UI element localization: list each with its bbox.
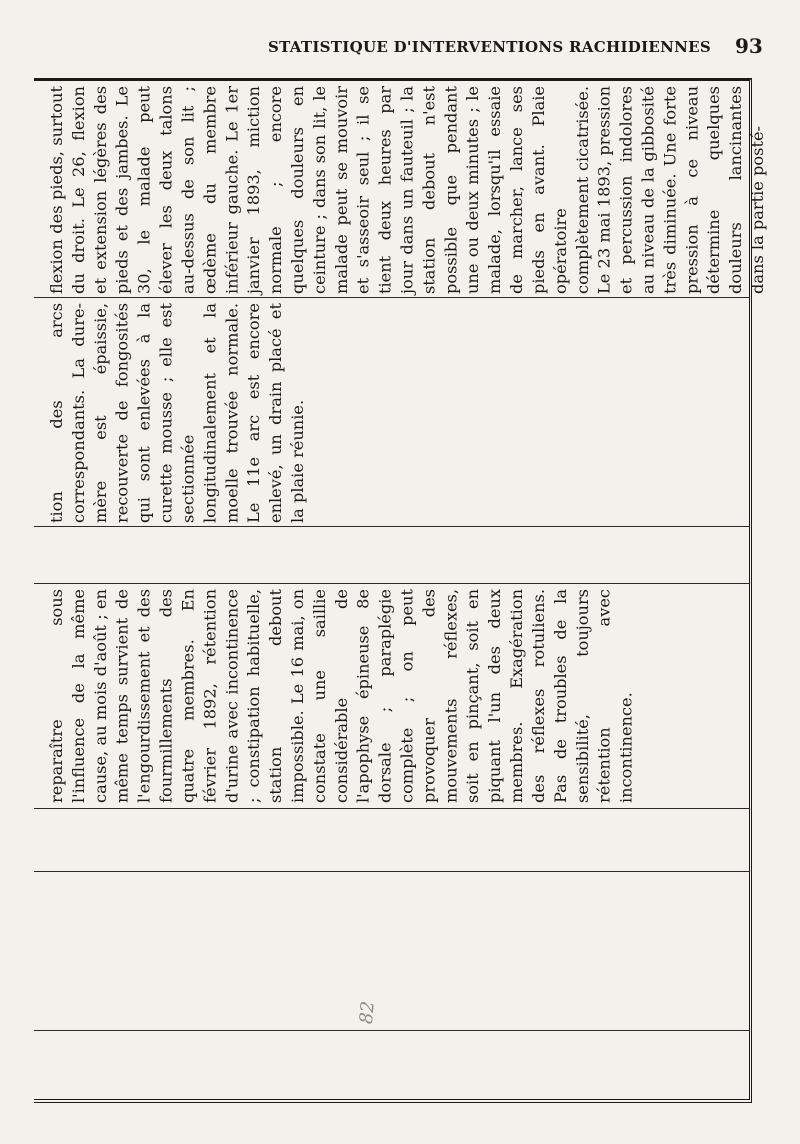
running-title: STATISTIQUE D'INTERVENTIONS RACHIDIENNES [268,38,712,56]
page-number: 93 [735,34,763,58]
operation-column [46,303,307,523]
operation-text: tion des arcs correspondants. La dure-mère est épaissie, recouverte de fongosités qui sont enlevées à la curette mousse ; elle est sectionnée longitudinalement et la moelle trouvée normale. Le 11e arc est encore enlevé, un drain placé et la plaie réunie. [47,303,307,523]
history-column [46,589,636,803]
page-header [0,28,800,68]
column-rule [34,297,749,298]
pencil-mark: 82 [355,1000,379,1025]
column-rule [34,871,749,872]
column-rule [34,526,749,527]
column-rule [34,1030,749,1031]
column-rule [34,808,749,809]
symptoms-text: flexion des pieds, surtout du droit. Le 26, flexion et extension légères des pieds et des jambes. Le 30, le malade peut élever les deux talons au-dessus de son lit ; œdème du membre inférieur gauche. Le 1er janvier 1893, miction normale ; encore quelques douleurs en ceinture ; dans son lit, le malade peut se mouvoir et s'asseoir seul ; il se tient deux heures par jour dans un fauteuil ; la station debout n'est possible que pendant une ou deux minutes ; le malade, lorsqu'il essaie de marcher, lance ses pieds en avant. Plaie opératoire complètement cicatrisée. Le 23 mai 1893, pression et percussion indolores au niveau de la gibbosité très diminuée. Une forte pression à ce niveau détermine quelques douleurs lancinantes dans la partie posté- [47,86,767,294]
symptoms-column [46,86,767,294]
column-rule [34,583,749,584]
history-text: reparaître sous l'influence de la même cause, au mois d'août ; en même temps survient de l'engourdissement et des fourmillements des quatre membres. En février 1892, rétention d'urine avec incontinence ; constipation habituelle, station debout impossible. Le 16 mai, on constate une saillie considérable de l'apophyse épineuse 8e dorsale ; paraplégie complète ; on peut provoquer des mouvements réflexes, soit en pinçant, soit en piquant l'un des deux membres. Exagération des réflexes rotuliens. Pas de troubles de la sensibilité, toujours rétention avec incontinence. [47,589,636,803]
